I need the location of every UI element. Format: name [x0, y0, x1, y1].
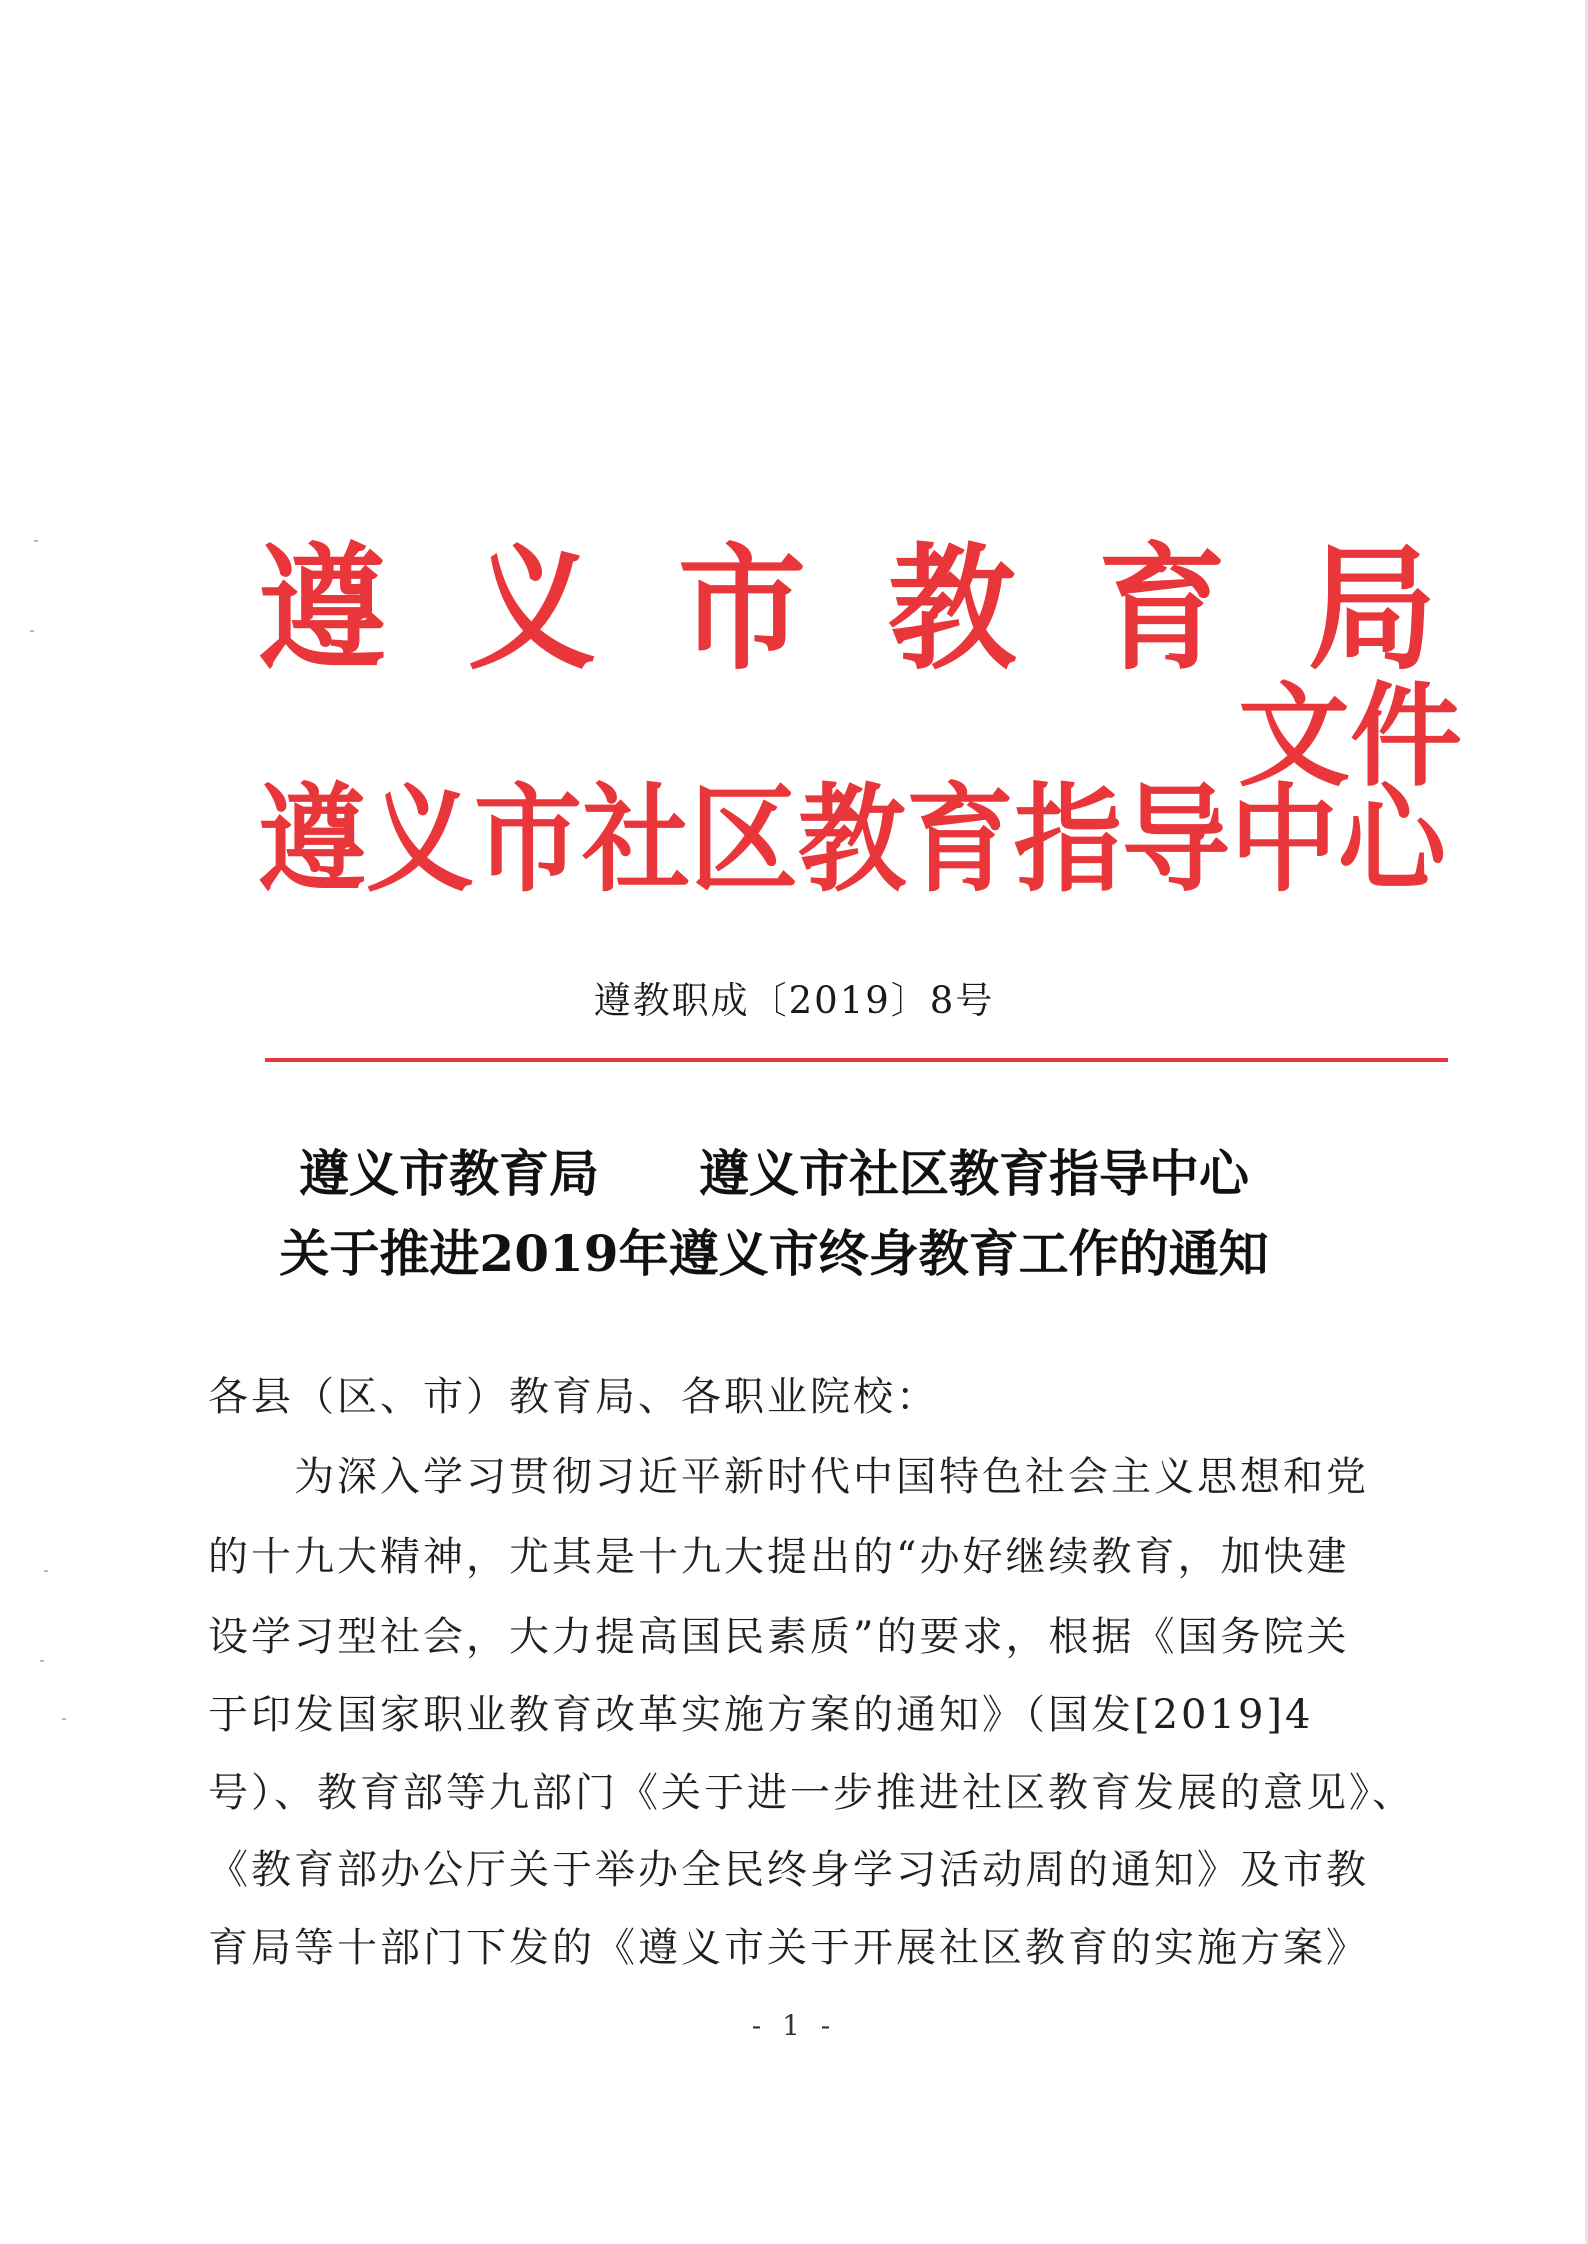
red-divider [265, 1058, 1448, 1062]
letterhead-suffix: 文件 [1238, 671, 1462, 802]
title-line-1: 遵义市教育局 遵义市社区教育指导中心 [299, 1144, 1249, 1203]
scan-speck [34, 540, 38, 542]
scan-speck [62, 1718, 66, 1720]
scan-speck [30, 630, 34, 632]
scan-speck [44, 1570, 48, 1572]
page-number: - 1 - [751, 2009, 837, 2042]
scan-speck [40, 1660, 44, 1662]
title-line-2: 关于推进2019年遵义市终身教育工作的通知 [279, 1224, 1269, 1283]
letterhead-org1: 遵义市教育局 [258, 530, 1519, 689]
body-line-3: 设学习型社会，大力提高国民素质”的要求，根据《国务院关 [208, 1614, 1350, 1660]
body-line-7: 育局等十部门下发的《遵义市关于开展社区教育的实施方案》 [208, 1925, 1369, 1971]
body-line-6: 《教育部办公厅关于举办全民终身学习活动周的通知》及市教 [208, 1847, 1369, 1893]
body-line-1: 为深入学习贯彻习近平新时代中国特色社会主义思想和党 [208, 1454, 1369, 1500]
body-line-2: 的十九大精神，尤其是十九大提出的“办好继续教育，加快建 [208, 1534, 1350, 1580]
body-line-5: 号）、教育部等九部门《关于进一步推进社区教育发展的意见》、 [208, 1770, 1415, 1816]
document-number: 遵教职成〔2019〕8号 [593, 979, 995, 1022]
body-line-4: 于印发国家职业教育改革实施方案的通知》（国发[2019]4 [208, 1692, 1314, 1738]
letterhead-org2: 遵义市社区教育指导中心 [258, 772, 1447, 909]
salutation: 各县（区、市）教育局、各职业院校： [208, 1374, 939, 1420]
